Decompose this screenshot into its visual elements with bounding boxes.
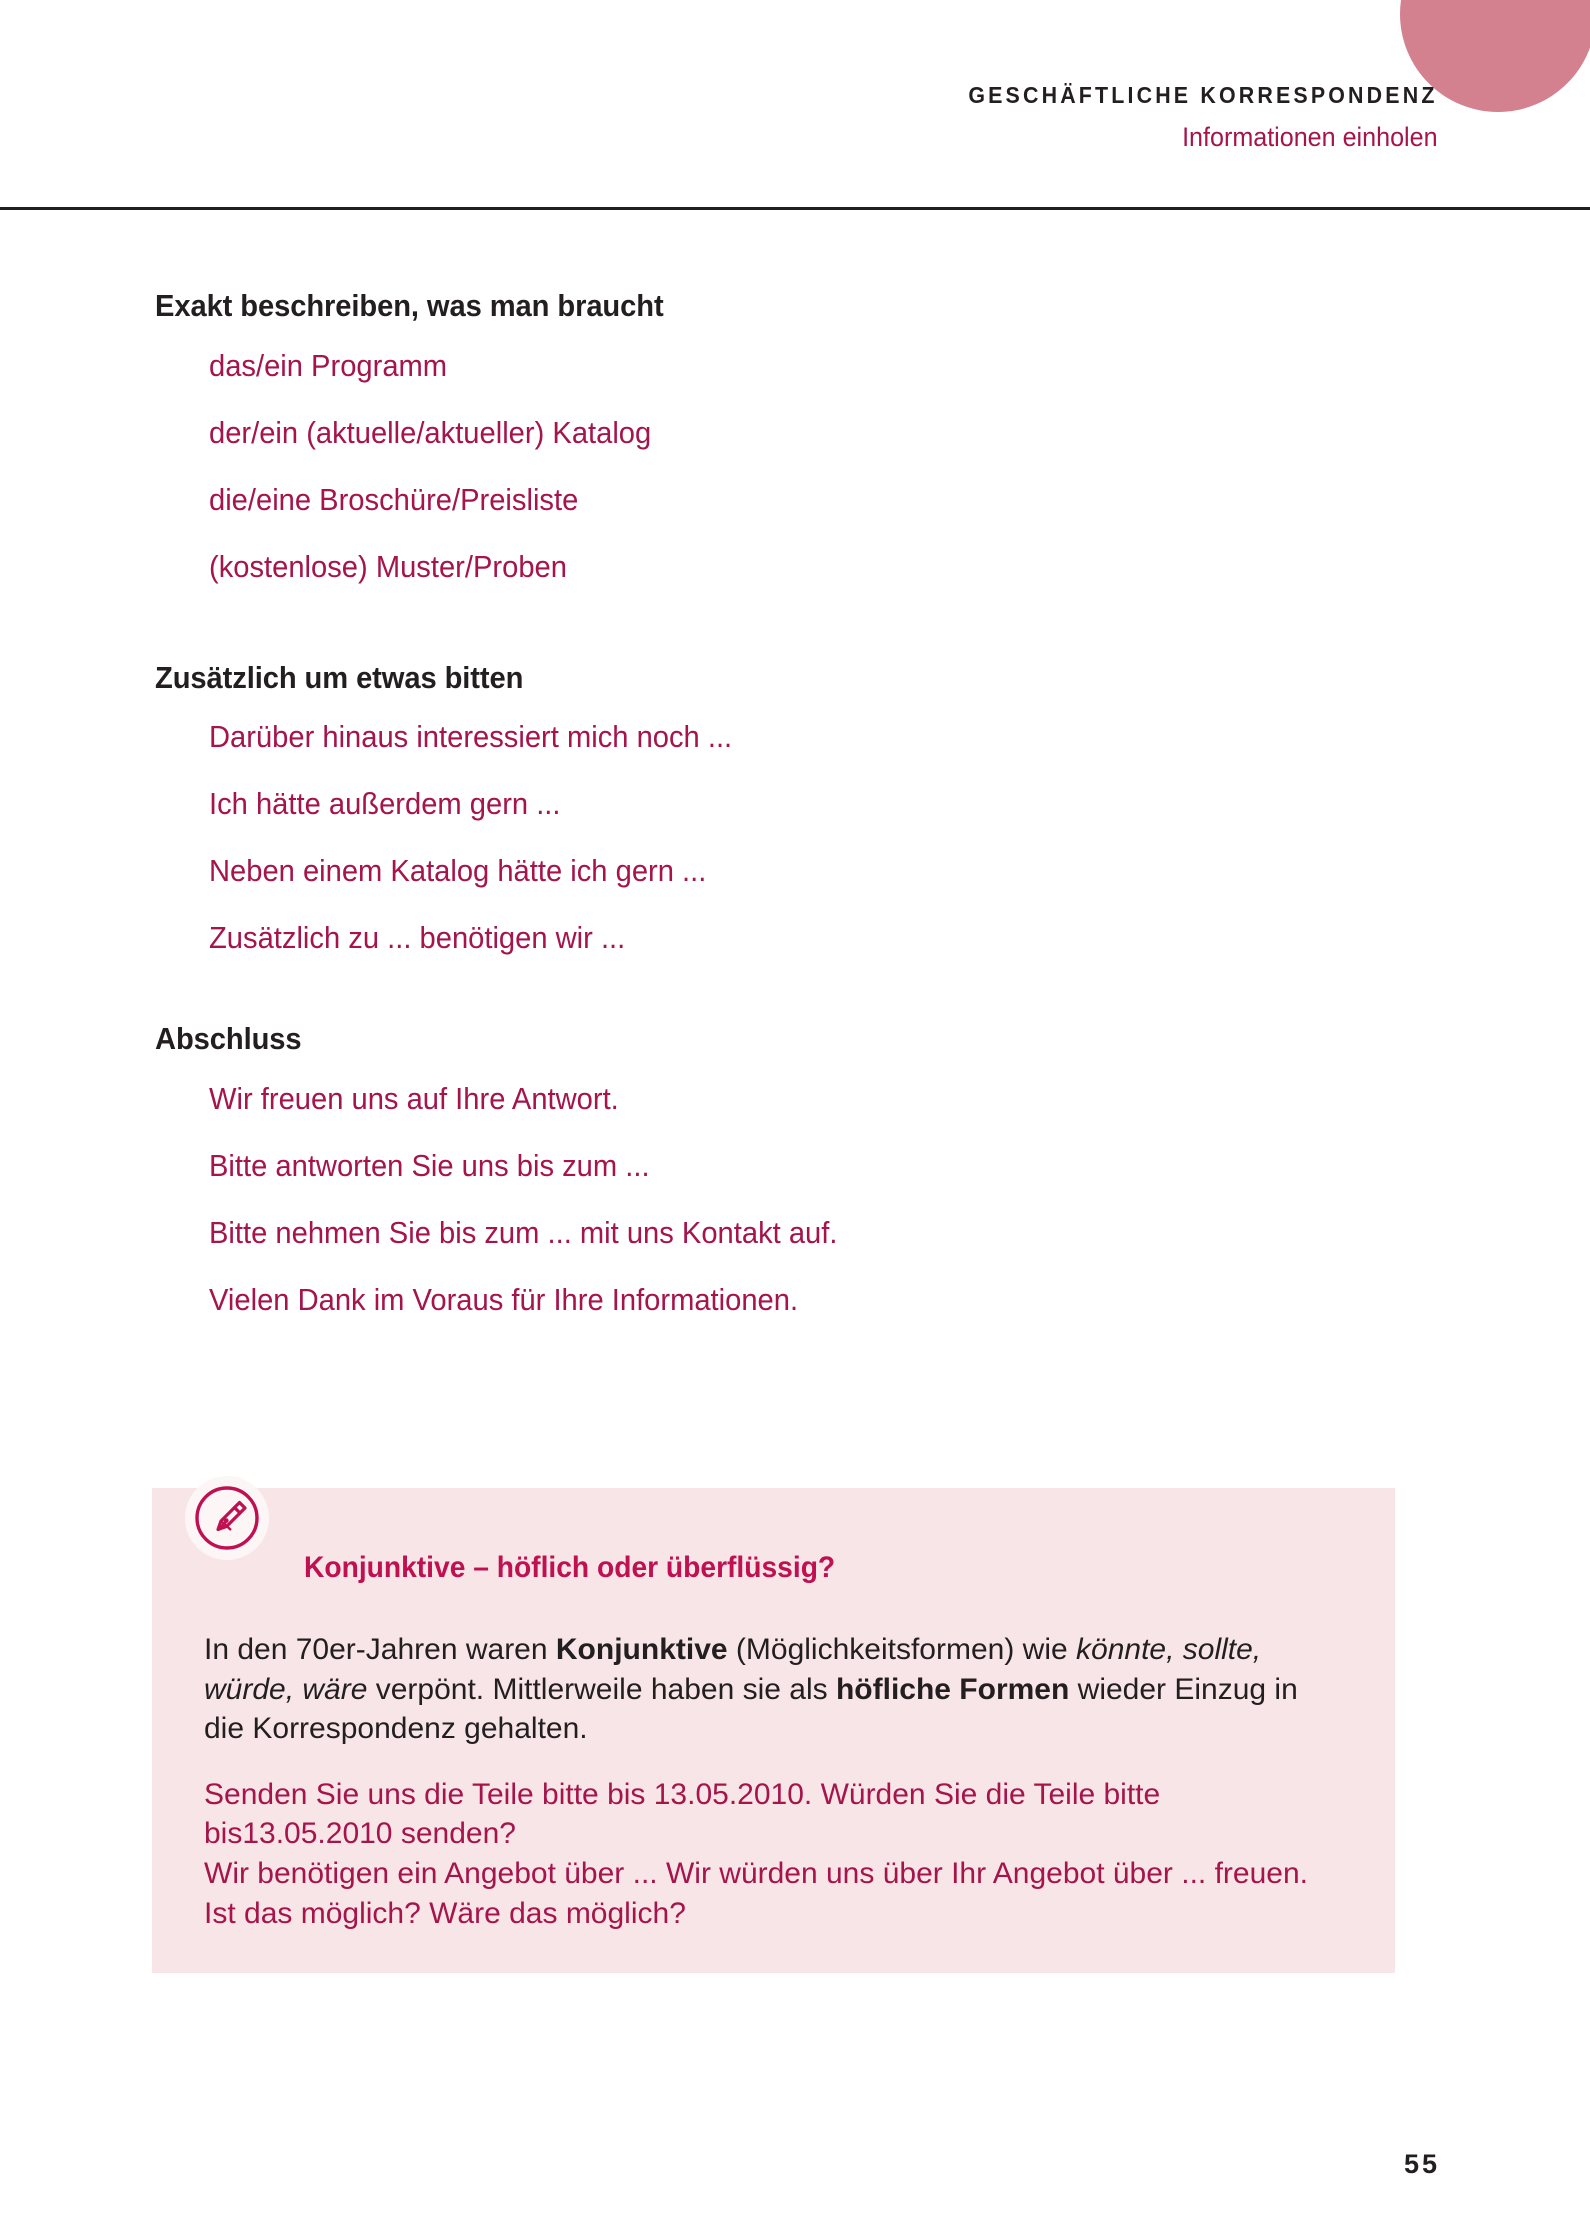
tip-box-example: Wir benötigen ein Angebot über ... Wir würden uns über Ihr Angebot über ... freuen. <box>204 1856 1308 1890</box>
section-heading: Abschluss <box>155 1021 302 1057</box>
tip-box-header <box>204 1534 1343 1602</box>
main-content <box>155 288 1395 1315</box>
list-item: Neben einem Katalog hätte ich gern ... <box>209 853 707 889</box>
header-section-title: Informationen einholen <box>1182 122 1438 152</box>
list-item: Darüber hinaus interessiert mich noch ... <box>209 719 733 755</box>
fountain-pen-nib-icon <box>185 1476 269 1560</box>
list-item: die/eine Broschüre/Preisliste <box>209 481 579 517</box>
page-header <box>0 0 1590 207</box>
tip-box-example: Ist das möglich? Wäre das möglich? <box>204 1896 686 1930</box>
list-item: der/ein (aktuelle/aktueller) Katalog <box>209 414 652 450</box>
list-item: Bitte nehmen Sie bis zum ... mit uns Kontakt auf. <box>209 1214 838 1250</box>
list-item: das/ein Programm <box>209 347 448 383</box>
list-item: Bitte antworten Sie uns bis zum ... <box>209 1147 650 1183</box>
phrase-list <box>155 1080 1395 1317</box>
section-zusaetzlich-bitten <box>155 660 1395 954</box>
list-item: Vielen Dank im Voraus für Ihre Informationen. <box>209 1281 799 1317</box>
paragraph-bold-term: höfliche Formen <box>835 1672 1070 1706</box>
section-heading: Exakt beschreiben, was man braucht <box>155 288 664 323</box>
paragraph-bold-term: Konjunktive <box>555 1633 728 1666</box>
list-item: Zusätzlich zu ... benötigen wir ... <box>209 920 626 956</box>
paragraph-text-part: (Möglichkeitsformen) wie <box>727 1633 1077 1666</box>
phrase-list <box>155 719 1395 956</box>
header-chapter-title: GESCHÄFTLICHE KORRESPONDENZ <box>968 82 1438 108</box>
tip-box-example: Senden Sie uns die Teile bitte bis 13.05.2010. Würden Sie die Teile bitte bis13.05.2010 senden? <box>204 1777 1161 1851</box>
tip-box-title: Konjunktive – höflich oder überflüssig? <box>304 1551 836 1584</box>
header-text-block <box>933 84 1438 151</box>
paragraph-text-part: verpönt. Mittlerweile haben sie als <box>367 1672 836 1706</box>
list-item: Ich hätte außerdem gern ... <box>209 786 561 822</box>
tip-box <box>152 1488 1395 1973</box>
paragraph-text-part: In den 70er-Jahren waren <box>204 1633 556 1666</box>
section-heading: Zusätzlich um etwas bitten <box>155 659 524 695</box>
phrase-list <box>155 347 1395 584</box>
list-item: (kostenlose) Muster/Proben <box>209 548 567 584</box>
header-divider-rule <box>0 207 1590 210</box>
paragraph-italic-examples: könnte, sollte, würde, wäre <box>204 1633 1262 1706</box>
tip-box-paragraph <box>204 1630 1343 1749</box>
list-item: Wir freuen uns auf Ihre Antwort. <box>209 1080 619 1116</box>
section-exakt-beschreiben <box>155 288 1395 582</box>
paragraph-text-part: wieder Einzug in die Korrespondenz gehalten. <box>204 1672 1298 1746</box>
page-number: 55 <box>1403 2149 1440 2179</box>
section-abschluss <box>155 1021 1395 1315</box>
